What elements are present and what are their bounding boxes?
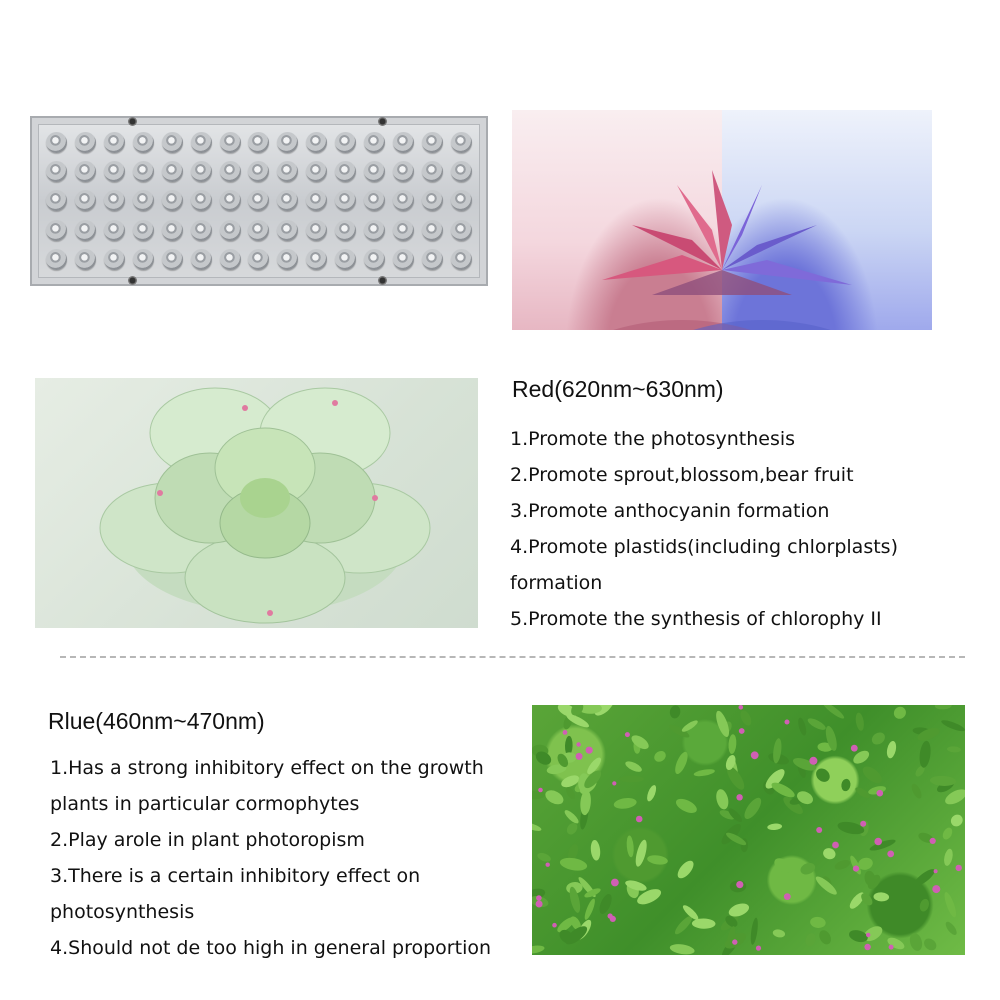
led-chip — [248, 132, 269, 153]
led-chip — [133, 220, 154, 241]
leaf-shape — [870, 730, 888, 747]
flower-dot — [887, 851, 894, 858]
led-chip — [133, 161, 154, 182]
leaf-shape — [797, 717, 808, 736]
flower-dot — [874, 838, 882, 846]
led-chip — [191, 132, 212, 153]
leaf-shape — [821, 846, 837, 861]
leaf-shape — [918, 898, 930, 913]
led-chip — [75, 190, 96, 211]
leaf-shape — [891, 705, 908, 721]
led-chip — [422, 249, 443, 270]
led-chip — [133, 190, 154, 211]
flower-dot — [851, 745, 858, 752]
leaf-shape — [532, 944, 545, 955]
leaf-shape — [673, 750, 691, 775]
led-chip — [75, 161, 96, 182]
flower-dot — [934, 869, 938, 873]
leaf-shape — [645, 784, 658, 803]
leaf-shape — [633, 839, 649, 868]
led-chip — [422, 161, 443, 182]
leaf-shape — [908, 932, 924, 953]
leaf-shape — [680, 719, 699, 734]
blue-effects-list — [50, 750, 491, 966]
leaf-shape — [728, 734, 737, 754]
led-chip — [133, 132, 154, 153]
leaf-shape — [626, 835, 635, 857]
led-chip — [220, 190, 241, 211]
leaf-shape — [799, 861, 817, 877]
flower-dot — [586, 747, 593, 754]
leaf-shape — [749, 917, 759, 945]
leaf-shape — [692, 918, 716, 929]
leaf-shape — [942, 891, 958, 919]
flower-dot — [877, 790, 884, 797]
leaf-shape — [833, 858, 851, 871]
flower-dot — [860, 821, 866, 827]
led-chip — [422, 190, 443, 211]
panel-screw — [128, 276, 137, 285]
leaf-shape — [590, 840, 601, 861]
leaf-shape — [693, 768, 715, 778]
led-chip — [46, 161, 67, 182]
led-chip — [191, 249, 212, 270]
led-chip — [306, 220, 327, 241]
leaf-shape — [848, 928, 870, 944]
blue-heading: Rlue(460nm~470nm) — [48, 708, 265, 734]
list-item: 4.Promote plastids(including chlorplasts) — [510, 536, 898, 558]
flower-dot — [625, 732, 630, 737]
leaf-shape — [804, 932, 817, 948]
led-chip — [104, 161, 125, 182]
led-chip — [364, 161, 385, 182]
leaf-shape — [741, 795, 764, 821]
led-chip — [46, 190, 67, 211]
leaf-shape — [536, 851, 552, 863]
led-chip — [46, 132, 67, 153]
leaf-shape — [619, 776, 644, 783]
leaf-shape — [532, 821, 542, 833]
flower-dot — [546, 863, 550, 867]
led-chip — [393, 220, 414, 241]
succulent-illustration — [512, 110, 932, 330]
flower-dot — [732, 939, 737, 944]
flower-dot — [536, 895, 542, 901]
leaf-shape — [885, 740, 897, 759]
led-chip — [133, 249, 154, 270]
led-chip — [422, 132, 443, 153]
led-chip — [277, 249, 298, 270]
led-chip — [393, 190, 414, 211]
led-chip — [162, 220, 183, 241]
leaf-shape — [772, 855, 794, 875]
led-chip — [220, 249, 241, 270]
list-item: 1.Has a strong inhibitory effect on the growth — [50, 757, 484, 779]
leaf-shape — [922, 936, 939, 953]
led-chip — [248, 220, 269, 241]
led-chip — [104, 220, 125, 241]
list-item: formation — [510, 572, 603, 594]
flower-dot — [610, 916, 616, 922]
rosette-illustration — [35, 378, 478, 628]
led-chip — [277, 132, 298, 153]
flower-dot — [864, 944, 870, 950]
leaf-shape — [583, 898, 597, 921]
flower-dot — [785, 720, 790, 725]
list-item: photosynthesis — [50, 901, 195, 923]
leaf-shape — [563, 808, 581, 825]
green-succulent-image — [35, 378, 478, 628]
leaf-shape — [559, 856, 588, 873]
panel-screw — [378, 276, 387, 285]
led-chip — [277, 161, 298, 182]
leaf-shape — [669, 943, 695, 955]
flower-dot — [538, 788, 543, 793]
leaf-shape — [597, 892, 614, 915]
flower-dot — [809, 757, 817, 765]
leaf-shape — [947, 746, 961, 753]
flower-dot — [930, 838, 936, 844]
led-chip — [104, 132, 125, 153]
led-chip — [393, 161, 414, 182]
flower-dot — [636, 816, 643, 823]
panel-screw — [128, 117, 137, 126]
led-chip — [306, 249, 327, 270]
red-heading: Red(620nm~630nm) — [512, 376, 724, 402]
led-chip — [104, 249, 125, 270]
led-chip — [422, 220, 443, 241]
led-chip — [335, 249, 356, 270]
leaf-shape — [940, 718, 965, 733]
led-chip — [335, 190, 356, 211]
led-chip — [451, 132, 472, 153]
leaf-shape — [714, 788, 730, 811]
leaf-shape — [821, 705, 846, 721]
flower-dot — [956, 865, 962, 871]
flower-dot — [756, 946, 761, 951]
led-chip — [248, 249, 269, 270]
led-chip — [364, 132, 385, 153]
leaf-shape — [669, 705, 681, 719]
led-chip — [248, 190, 269, 211]
led-chip — [191, 161, 212, 182]
flower-dot — [576, 753, 583, 760]
leaf-shape — [869, 838, 897, 853]
leaf-shape — [935, 705, 952, 710]
leaf-shape — [675, 858, 697, 881]
leaf-shape — [860, 763, 885, 786]
led-chip — [393, 132, 414, 153]
led-chip — [364, 220, 385, 241]
flower-dot — [612, 781, 616, 785]
list-item: 4.Should not de too high in general proportion — [50, 937, 492, 959]
led-chip — [451, 161, 472, 182]
red-blue-succulent-image — [512, 110, 932, 330]
list-item: 1.Promote the photosynthesis — [510, 428, 796, 450]
leaf-shape — [647, 854, 669, 866]
leaf-shape — [809, 916, 826, 929]
leaf-shape — [624, 759, 644, 774]
flower-dot — [739, 728, 745, 734]
led-chip — [191, 220, 212, 241]
flower-dot — [932, 885, 940, 893]
leaf-shape — [943, 848, 954, 867]
flower-dot — [751, 751, 759, 759]
led-chip — [364, 190, 385, 211]
leaf-shape — [772, 928, 786, 938]
list-item: plants in particular cormophytes — [50, 793, 360, 815]
leaf-shape — [767, 823, 782, 831]
led-chip — [364, 249, 385, 270]
flower-dot — [736, 794, 742, 800]
led-chip — [162, 161, 183, 182]
led-chip — [162, 132, 183, 153]
led-chip — [451, 249, 472, 270]
led-chip — [248, 161, 269, 182]
list-item: 3.Promote anthocyanin formation — [510, 500, 830, 522]
led-panel-image — [30, 116, 488, 286]
led-chip — [277, 220, 298, 241]
led-chip — [306, 132, 327, 153]
led-chip — [162, 190, 183, 211]
flower-dot — [611, 879, 619, 887]
leaf-shape — [941, 826, 954, 841]
foliage-illustration — [532, 705, 965, 955]
flower-dot — [736, 881, 743, 888]
led-chip — [393, 249, 414, 270]
leaf-shape — [813, 766, 832, 785]
leaf-shape — [873, 892, 889, 902]
leaf-shape — [674, 796, 699, 816]
leaf-shape — [652, 749, 668, 764]
flower-dot — [866, 933, 870, 937]
led-chip — [335, 220, 356, 241]
list-item: 2.Promote sprout,blossom,bear fruit — [510, 464, 854, 486]
leaf-shape — [910, 782, 924, 800]
led-chip — [335, 161, 356, 182]
list-item: 2.Play arole in plant photoropism — [50, 829, 365, 851]
foliage-image — [532, 705, 965, 955]
flower-dot — [739, 705, 744, 710]
leaf-shape — [944, 920, 959, 937]
led-chip — [75, 249, 96, 270]
section-divider — [60, 656, 965, 658]
led-chip — [46, 220, 67, 241]
leaf-shape — [738, 709, 753, 728]
flower-dot — [536, 901, 543, 908]
led-chip — [220, 220, 241, 241]
leaf-shape — [886, 935, 906, 951]
list-item: 5.Promote the synthesis of chlorophy II — [510, 608, 882, 630]
led-chip — [277, 190, 298, 211]
leaf-shape — [840, 778, 851, 792]
led-chip — [451, 220, 472, 241]
led-chip — [75, 132, 96, 153]
leaf-shape — [948, 812, 965, 829]
leaf-shape — [543, 787, 566, 807]
led-chip — [335, 132, 356, 153]
led-chip — [46, 249, 67, 270]
flower-dot — [853, 866, 859, 872]
led-chip — [306, 161, 327, 182]
flower-dot — [889, 945, 894, 950]
panel-screw — [378, 117, 387, 126]
flower-dot — [552, 923, 557, 928]
flower-dot — [563, 730, 568, 735]
leaf-shape — [912, 866, 938, 889]
led-chip — [451, 190, 472, 211]
flower-dot — [784, 893, 791, 900]
led-chip — [162, 249, 183, 270]
flower-dot — [832, 842, 839, 849]
flower-dot — [816, 827, 822, 833]
led-chip — [191, 190, 212, 211]
red-benefits-list — [510, 421, 898, 637]
leaf-shape — [817, 928, 833, 946]
leaf-shape — [806, 716, 827, 732]
leaf-shape — [918, 740, 932, 768]
led-chip — [220, 161, 241, 182]
list-item: 3.There is a certain inhibitory effect on — [50, 865, 421, 887]
led-chip — [104, 190, 125, 211]
led-chip — [75, 220, 96, 241]
leaf-shape — [613, 797, 637, 810]
leaf-shape — [855, 712, 866, 731]
led-grid — [42, 128, 476, 274]
flower-dot — [576, 742, 580, 746]
led-chip — [220, 132, 241, 153]
led-chip — [306, 190, 327, 211]
